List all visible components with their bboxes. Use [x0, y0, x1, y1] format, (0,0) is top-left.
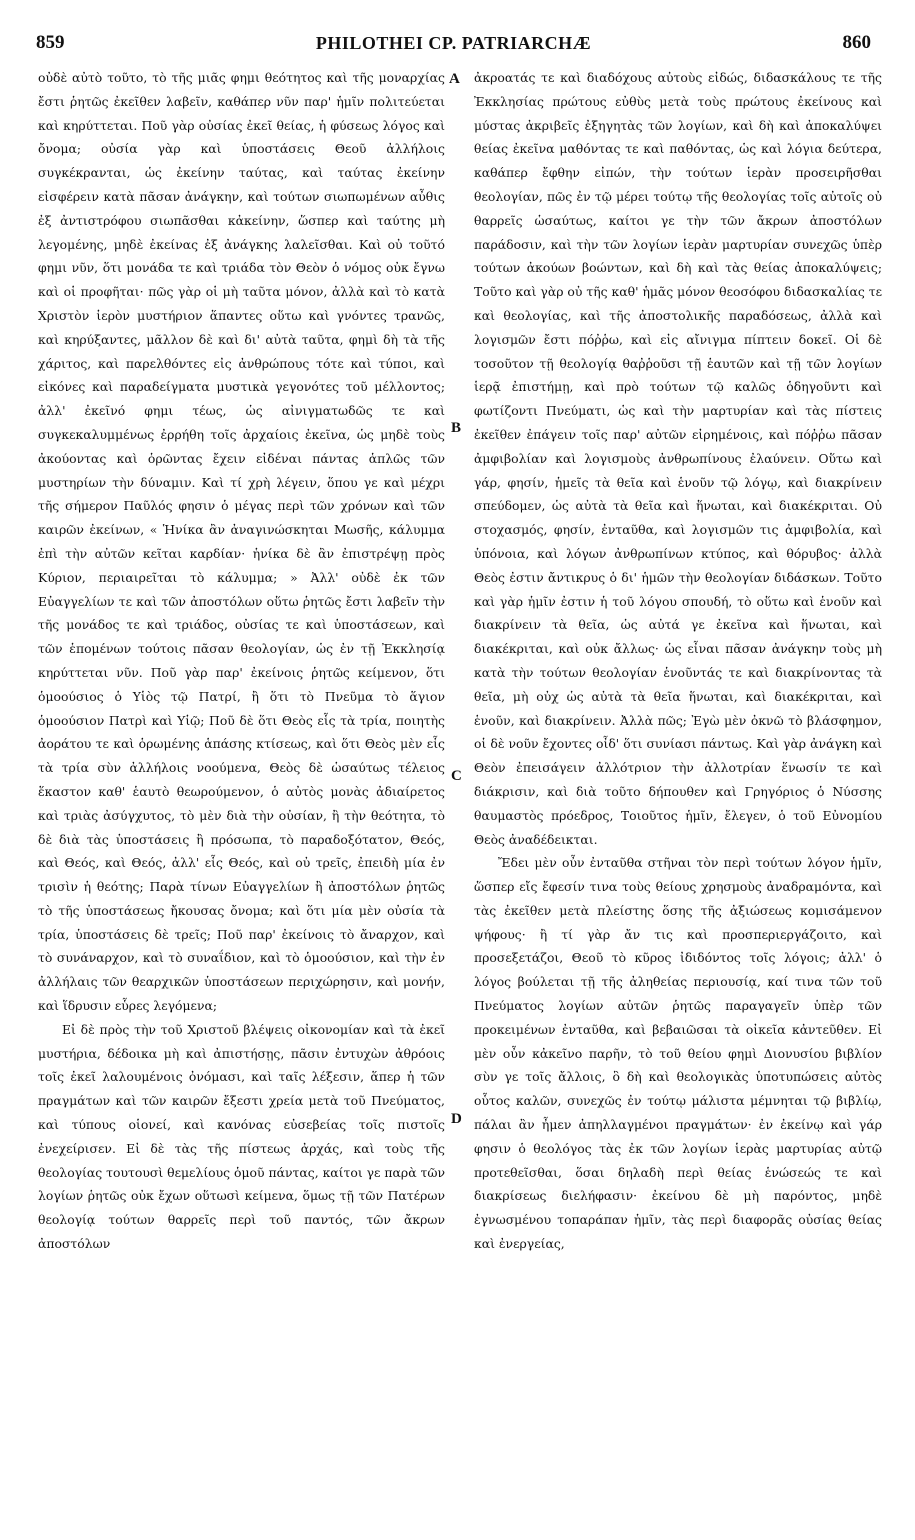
margin-letter-b: B [451, 420, 462, 436]
running-title: PHILOTHEI CP. PATRIARCHÆ [315, 33, 592, 53]
left-paragraph-1: οὐδὲ αὐτὸ τοῦτο, τὸ τῆς μιᾶς φημι θεότητος καὶ τῆς μοναρχίας ἔστι ῥητῶς ἐκεῖθεν λαβεῖν, καθάπερ νῦν παρ' ἡμῖν πολιτεύεται καὶ κηρύττεται. Ποῦ γὰρ οὐσίας ἐκεῖ θείας, ἡ φύσεως λόγος καὶ ὄνομα; οὐσία γὰρ καὶ ὑποστάσεις Θεοῦ ἀλλήλοις συγκέκρανται, ὡς ἐκείνην ταύτας, καὶ ταύτας ἐκείνην εἰσφέρειν κατὰ πᾶσαν ἀνάγκην, καὶ τούτων σιωπωμένων αὖθις ἐξ ἀντιστρόφου σιωπᾶσθαι κἀκείνην, ὥσπερ καὶ ταύτης μὴ λεγομένης, μηδὲ ἐκείνας ἐξ ἀνάγκης λαλεῖσθαι. Καὶ οὐ τοῦτό φημι νῦν, ὅτι μονάδα τε καὶ τριάδα τὸν Θεὸν ὁ νόμος οὐκ ἔγνω καὶ οἱ προφῆται· πῶς γὰρ οἱ μὴ ταῦτα μόνον, ἀλλὰ καὶ τὸ κατὰ Χριστὸν ἱερὸν μυστήριον ἅπαντες οὕτω καὶ γνόντες τρανῶς, καὶ κηρύξαντες, μᾶλλον δὲ καὶ δι' αὐτὰ ταῦτα, φημὶ δὴ τὰ τῆς χάριτος, καὶ παρελθόντες εἰς ἀνθρώπους τότε καὶ τύποι, καὶ εἰκόνες καὶ παραδείγματα μυστικὰ γεγονότες τοῦ μέλλοντος; ἀλλ' ἐκεῖνό φημι τέως, ὡς αἰνιγματωδῶς τε καὶ συγκεκαλυμμένως ἐρρήθη τοῖς ἀρχαίοις ἐκεῖνα, ὡς μηδὲ τοὺς ἀκούοντας καὶ ὁρῶντας ἔχειν εἰδέναι πάντας ἁπλῶς τῶν μυστηρίων τὴν δύναμιν. Καὶ τί χρὴ λέγειν, ὅπου γε καὶ μέχρι τῆς σήμερον Παῦλός φησιν ὁ μέγας περὶ τῶν χρόνων καὶ τῶν καιρῶν ἐκείνων, « Ἡνίκα ἂν ἀναγινώσκηται Μωσῆς, κάλυμμα ἐπὶ τὴν αὐτῶν κεῖται καρδίαν· ἡνίκα δὲ ἂν ἐπιστρέψῃ πρὸς Κύριον, περιαιρεῖται τὸ κάλυμμα; » Ἀλλ' οὐδὲ ἐκ τῶν Εὐαγγελίων τε καὶ τῶν ἀποστόλων οὕτω ῥητῶς ἔστι λαβεῖν τὴν τῆς μονάδος τε καὶ τριάδος, οὐσίας τε καὶ ὑποστάσεων, καὶ τῶν ἑπομένων τούτοις πᾶσαν θεολογίαν, ὡς ἐν τῇ Ἐκκλησίᾳ κηρύττεται νῦν. Ποῦ γὰρ παρ' ἐκείνοις ῥητῶς κείμενον, ὅτι ὁμοούσιος ὁ Υἱὸς τῷ Πατρί, ἢ ὅτι τὸ Πνεῦμα τὸ ἅγιον ὁμοούσιον Πατρὶ καὶ Υἱῷ; Ποῦ δὲ ὅτι Θεὸς εἷς τὰ τρία, ποιητὴς ἀοράτου τε καὶ ὁρωμένης ἁπάσης κτίσεως, καὶ ὅτι Θεὸς μὲν εἷς τὰ τρία σὺν ἀλλήλοις νοούμενα, Θεὸς δὲ ὡσαύτως τέλειος ἕκαστον καθ' ἑαυτὸ θεωρούμενον, ὁ αὐτὸς μονὰς ἀδιαίρετος καὶ τριὰς ἀσύγχυτος, τὸ μὲν διὰ τὴν οὐσίαν, ἢ τὴν θεότητα, τὸ δὲ διὰ τὰς ὑποστάσεις ἢ πρόσωπα, τὸ παραδοξότατον, Θεός, καὶ Θεός, καὶ Θεός, ἀλλ' εἷς Θεός, καὶ οὐ τρεῖς, ἐπειδὴ μία ἐν τρισὶν ἡ θεότης; Παρὰ τίνων Εὐαγγελίων ἢ ἀποστόλων ῥητῶς τὸ τῆς ὑποστάσεως ἤκουσας ὄνομα; καὶ ὅτι μία μὲν οὐσία τὰ τρία, ὑποστάσεις δὲ τρεῖς; Ποῦ παρ' ἐκείνοις τὸ ἄναρχον, καὶ τὸ συνάναρχον, καὶ τὸ συναΐδιον, καὶ τὸ ὁμοούσιον, καὶ τὴν ἐν ἀλλήλαις τῶν θεαρχικῶν ὑποστάσεων περιχώρησιν, καὶ μονήν, καὶ ἵδρυσιν εὗρες λεγόμενα; [38, 70, 445, 1014]
page-header [36, 32, 871, 58]
page-number-left: 859 [36, 32, 65, 53]
margin-letter-d: D [451, 1111, 462, 1127]
margin-letter-c: C [451, 768, 462, 784]
left-paragraph-2: Εἰ δὲ πρὸς τὴν τοῦ Χριστοῦ βλέψεις οἰκονομίαν καὶ τὰ ἐκεῖ μυστήρια, δέδοικα μὴ καὶ ἀπιστήσῃς, πᾶσιν ἐντυχὼν ἀθρόοις τοῖς ἐκεῖ λαλουμένοις ὀνόμασι, καὶ ταῖς λέξεσιν, ἅπερ ἡ τῶν πραγμάτων καὶ τῶν καιρῶν ἔξεστι χρεία μετὰ τοῦ Πνεύματος, καὶ τύπους οἱονεί, καὶ κανόνας εὐσεβείας τοῖς πιστοῖς ἐνεχείρισεν. Εἰ δὲ τὰς τῆς πίστεως ἀρχάς, καὶ τοὺς τῆς θεολογίας τουτουσὶ θεμελίους ὁμοῦ πάντας, καίτοι γε παρὰ τῶν λογίων ῥητῶς οὐκ ἔχων οὕτωσὶ κείμενα, ὅμως τῇ τῶν Πατέρων θεολογίᾳ τούτων θαρρεῖς περὶ τοῦ παντός, τῶν ἄκρων ἀποστόλων [38, 1021, 445, 1252]
right-paragraph-1: ἀκροατάς τε καὶ διαδόχους αὐτοὺς εἰδώς, διδασκάλους τε τῆς Ἐκκλησίας πρώτους εὐθὺς μετὰ τοὺς πρώτους ἐκείνους καὶ μύστας ἀκριβεῖς ἐξηγητὰς τῶν λογίων, καὶ δὴ καὶ ἀποκαλύψει θείας ἐκεῖνα μαθόντας τε καὶ παθόντας, ὡς καὶ λόγια δεύτερα, καθάπερ ἔφθην εἰπών, τὴν τούτων ἱερὰν προσειρῆσθαι θεολογίαν, πῶς ἐν τῷ μέρει τούτῳ τῆς θεολογίας τοῖς αὐτοῖς οὐ θαρρεῖς ὡσαύτως, καίτοι γε τὴν τῶν ἄκρων ἀποστόλων παράδοσιν, καὶ τὴν τῶν λογίων ἱερὰν μαρτυρίαν συνεχῶς ὑπὲρ τούτων ἀκούων βοώντων, καὶ δὴ καὶ τὰς θείας ἀποκαλύψεις; Τοῦτο καὶ γὰρ οὐ τῆς καθ' ἡμᾶς μόνον θεοσόφου διδασκαλίας τε καὶ θεολογίας, καὶ τῆς ἀποστολικῆς παραδόσεως, ἀλλὰ καὶ λογισμῶν ἔστι πόῤῥω, καὶ εἰς αἴνιγμα πίπτειν δοκεῖ. Οἱ δὲ τοσοῦτον τῇ θεολογίᾳ θαῤῥοῦσι τῇ ἑαυτῶν καὶ τῇ τῶν λογίων ἱερᾷ ἐπιστήμῃ, καὶ πρὸ τούτων τῷ καλῶς ὁδηγοῦντι καὶ φωτίζοντι Πνεύματι, ὡς καὶ τὴν μαρτυρίαν καὶ τὰς πίστεις ἐκεῖθεν ἐπάγειν τοῖς παρ' αὐτῶν εἰρημένοις, καὶ πόῤῥω πᾶσαν ἀμφιβολίαν καὶ λογισμοὺς ἀνθρωπίνους ἐλαύνειν. Οὕτω καὶ γάρ, φησίν, ἡμεῖς τὰ θεῖα καὶ ἑνοῦν τῷ λόγῳ, καὶ διακρίνειν σπεύδομεν, ὡς αὐτὰ τὰ θεῖα καὶ ἥνωται, καὶ διακέκριται. Οὐ στοχασμός, φησίν, ἐνταῦθα, καὶ λογισμῶν τις ἀμφιβολία, καὶ ὑπόνοια, καὶ λόγων ἀνθρωπίνων κτύπος, καὶ θόρυβος· ἀλλὰ Θεὸς ἐστιν ἄντικρυς ὁ δι' ἡμῶν τὴν θεολογίαν διδάσκων. Τοῦτο καὶ γὰρ ἡμῖν ἐστιν ἡ τοῦ λόγου σπουδή, τὸ οὕτω καὶ ἑνοῦν καὶ διακρίνειν τὰ θεῖα, ὡς αὐτά γε ἐκεῖνα καὶ ἥνωται, καὶ διακέκριται, καὶ οὐκ ἄλλως· ὡς εἶναι πᾶσαν ἀνάγκην τοὺς μὴ κατὰ τὴν τούτων θεολογίαν ἑνοῦντάς τε καὶ διακρίνοντας τὰ θεῖα, μὴ οὐχ ὡς αὐτὰ τὰ θεῖα ἥνωται, καὶ διακέκριται, καὶ ἑνοῦν, καὶ διακρίνειν. Ἀλλὰ πῶς; Ἐγὼ μὲν ὀκνῶ τὸ βλάσφημον, οἱ δὲ νοῦν ἔχοντες οἶδ' ὅτι συνίασι πάντως. Καὶ γὰρ ἀνάγκη καὶ Θεὸν ἐπεισάγειν ἀλλότριον τὴν ἀλλοτρίαν ἕνωσίν τε καὶ διάκρισιν, καὶ διὰ τοῦτο δήπουθεν καὶ Γρηγόριος ὁ Νύσσης θαυμαστὸς πρόεδρος, Τοιοῦτος ἡμῖν, ἔλεγεν, ὁ τοῦ Εὐνομίου Θεὸς ἀναδέδεικται. [474, 70, 882, 847]
right-paragraph-2: Ἔδει μὲν οὖν ἐνταῦθα στῆναι τὸν περὶ τούτων λόγον ἡμῖν, ὥσπερ εἴς ἔφεσίν τινα τοὺς θείους χρησμοὺς ἀναδραμόντα, καὶ τὰς ἐκεῖθεν μετὰ πλείστης ὅσης τῆς ἀξιώσεως κομισάμενον ψήφους· ἢ τί γὰρ ἄν τις καὶ προσπεριεργάζοιτο, καὶ προσεξετάζοι, Θεοῦ τὸ κῦρος ἰδιδόντος τοῖς λόγοις; ἀλλ' ὁ λόγος βούλεται τῇ τῆς ἀληθείας περιουσίᾳ, καί τινα τῶν τοῦ Πνεύματος λογίων αὐτῶν ῥητῶς παραγαγεῖν ὑπὲρ τῶν προκειμένων ἐνταῦθα, καὶ βεβαιῶσαι τὰ οἰκεῖα κἀντεῦθεν. Εἰ μὲν οὖν κἀκεῖνο παρῆν, τὸ τοῦ θείου φημὶ Διονυσίου βιβλίον σὺν γε τοῖς ἄλλοις, ὃ δὴ καὶ θεολογικὰς ὑποτυπώσεις αὐτὸς οὗτος καλῶν, συνεχῶς ἐν τούτῳ μάλιστα μέμνηται τῷ βιβλίῳ, πάλαι ἂν ἦμεν ἀπηλλαγμένοι πραγμάτων· ἐν ἐκείνῳ καὶ γάρ φησιν ὁ θεολόγος τὰς ἐκ τῶν λογίων ἱερὰς μαρτυρίας αὐτῷ προτεθεῖσθαι, ὅσαι δηλαδὴ περὶ θείας ἑνώσεώς τε καὶ διακρίσεως διελήφασιν· ἐκείνου δὲ μὴ παρόντος, μηδὲ ἐγνωσμένου τοπαράπαν ἡμῖν, τὰς περὶ διαφορᾶς οὐσίας θείας καὶ ἐνεργείας, [474, 855, 882, 1252]
page-number-right: 860 [842, 32, 871, 53]
right-column [474, 66, 882, 1526]
margin-letter-a: A [449, 71, 460, 87]
left-column [38, 66, 445, 1526]
